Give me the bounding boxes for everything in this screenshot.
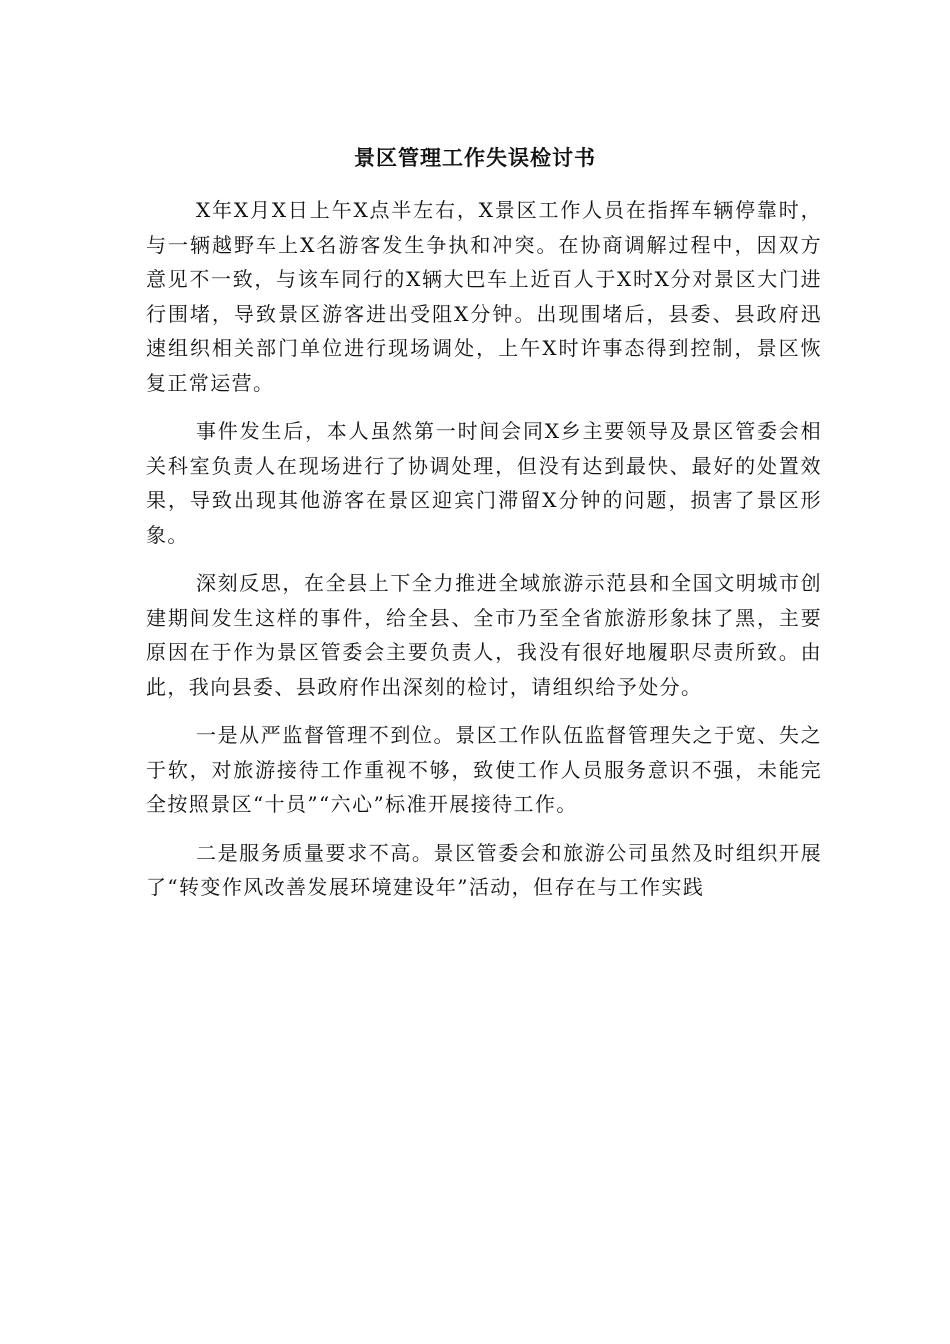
- paragraph-incident: X年X月X日上午X点半左右，X景区工作人员在指挥车辆停靠时，与一辆越野车上X名游客发生争执和冲突。在协商调解过程中，因双方意见不一致，与该车同行的X辆大巴车上近百人于X时X分对景区大门进行围堵，导致景区游客进出受阻X分钟。出现围堵后，县委、县政府迅速组织相关部门单位进行现场调处，上午X时许事态得到控制，景区恢复正常运营。: [146, 198, 822, 395]
- document-title: 景区管理工作失误检讨书: [354, 145, 596, 170]
- paragraph-point-two: 二是服务质量要求不高。景区管委会和旅游公司虽然及时组织开展了“转变作风改善发展环境建设年”活动，但存在与工作实践: [146, 840, 822, 899]
- paragraph-handling: 事件发生后，本人虽然第一时间会同X乡主要领导及景区管委会相关科室负责人在现场进行了协调处理，但没有达到最快、最好的处置效果，导致出现其他游客在景区迎宾门滞留X分钟的问题，损害了景区形象。: [146, 419, 822, 547]
- paragraph-reflection: 深刻反思，在全县上下全力推进全域旅游示范县和全国文明城市创建期间发生这样的事件，给全县、全市乃至全省旅游形象抹了黑，主要原因在于作为景区管委会主要负责人，我没有很好地履职尽责所致。由此，我向县委、县政府作出深刻的检讨，请组织给予处分。: [146, 571, 822, 699]
- document-body: [146, 193, 822, 919]
- paragraph-point-one: 一是从严监督管理不到位。景区工作队伍监督管理失之于宽、失之于软，对旅游接待工作重视不够，致使工作人员服务意识不强，未能完全按照景区“十员”“六心”标准开展接待工作。: [146, 723, 822, 816]
